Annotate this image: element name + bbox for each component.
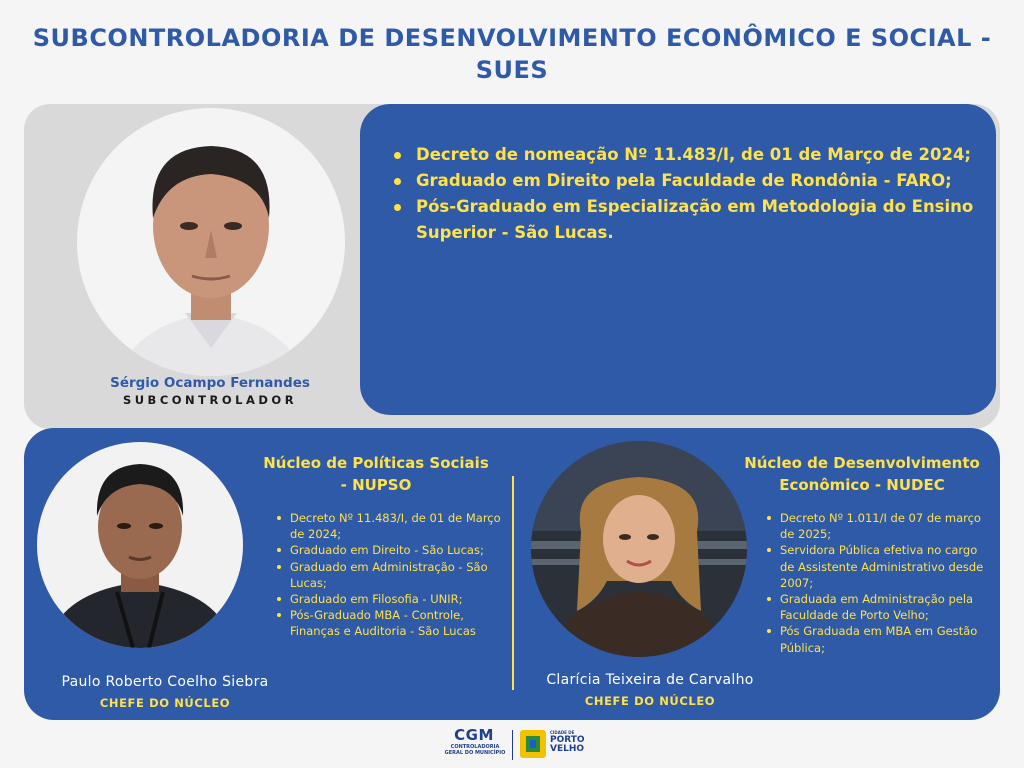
subcontrolador-name: Sérgio Ocampo Fernandes bbox=[110, 375, 310, 391]
nupso-chief-name: Paulo Roberto Coelho Siebra bbox=[61, 674, 269, 690]
nupso-bullet: Graduado em Filosofia - UNIR; bbox=[274, 591, 504, 607]
nupso-bullets bbox=[274, 510, 504, 640]
cgm-logo-subtitle-line2: GERAL DO MUNICÍPIO bbox=[444, 750, 506, 756]
nudec-bullet: Graduada em Administração pela Faculdade de Porto Velho; bbox=[764, 591, 992, 623]
nupso-title-line1: Núcleo de Políticas Sociais bbox=[263, 454, 489, 472]
city-label: CIDADE DE bbox=[550, 730, 575, 735]
nudec-chief-role: CHEFE DO NÚCLEO bbox=[584, 694, 716, 708]
nudec-bullet: Decreto Nº 1.011/I de 07 de março de 2025; bbox=[764, 510, 992, 542]
nupso-chief-role: CHEFE DO NÚCLEO bbox=[99, 696, 231, 710]
city-name-line2: VELHO bbox=[550, 744, 585, 754]
subcontrolador-bullet: Pós-Graduado em Especialização em Metodologia do Ensino Superior - São Lucas. bbox=[390, 194, 980, 246]
nudec-bullet: Pós Graduada em MBA em Gestão Pública; bbox=[764, 623, 992, 655]
nupso-chief-photo bbox=[37, 442, 243, 648]
subcontrolador-role: SUBCONTROLADOR bbox=[122, 393, 298, 407]
nupso-title bbox=[236, 452, 516, 496]
subcontrolador-bullet: Graduado em Direito pela Faculdade de Rondônia - FARO; bbox=[390, 168, 980, 194]
subcontrolador-photo bbox=[77, 108, 345, 376]
nupso-bullet: Graduado em Administração - São Lucas; bbox=[274, 559, 504, 591]
section-divider bbox=[512, 476, 514, 690]
porto-velho-emblem-icon bbox=[520, 730, 546, 758]
page-title bbox=[0, 22, 1024, 86]
nudec-title-line1: Núcleo de Desenvolvimento bbox=[744, 454, 980, 472]
cgm-logo-subtitle bbox=[440, 744, 510, 756]
city-name bbox=[550, 736, 585, 754]
cgm-logo: CGM bbox=[454, 726, 494, 744]
nudec-title bbox=[732, 452, 992, 496]
logo-separator bbox=[512, 730, 513, 760]
nudec-bullets bbox=[764, 510, 992, 656]
nupso-title-line2: - NUPSO bbox=[340, 476, 412, 494]
nupso-bullet: Decreto Nº 11.483/I, de 01 de Março de 2024; bbox=[274, 510, 504, 542]
nupso-bullet: Pós-Graduado MBA - Controle, Finanças e Auditoria - São Lucas bbox=[274, 607, 504, 639]
page-title-line1: SUBCONTROLADORIA DE DESENVOLVIMENTO ECONÔMICO E SOCIAL - bbox=[32, 24, 992, 52]
nudec-title-line2: Econômico - NUDEC bbox=[779, 476, 945, 494]
nupso-bullet: Graduado em Direito - São Lucas; bbox=[274, 542, 504, 558]
cgm-logo-subtitle-line1: CONTROLADORIA bbox=[450, 744, 500, 750]
footer-logos bbox=[440, 726, 590, 764]
nudec-chief-name: Clarícia Teixeira de Carvalho bbox=[546, 672, 754, 688]
subcontrolador-bullet: Decreto de nomeação Nº 11.483/I, de 01 de Março de 2024; bbox=[390, 142, 980, 168]
nudec-chief-photo bbox=[531, 441, 747, 657]
page-title-line2: SUES bbox=[475, 56, 549, 84]
subcontrolador-bullets bbox=[390, 142, 980, 246]
city-name-line1: PORTO bbox=[550, 735, 585, 745]
nudec-bullet: Servidora Pública efetiva no cargo de Assistente Administrativo desde 2007; bbox=[764, 542, 992, 591]
